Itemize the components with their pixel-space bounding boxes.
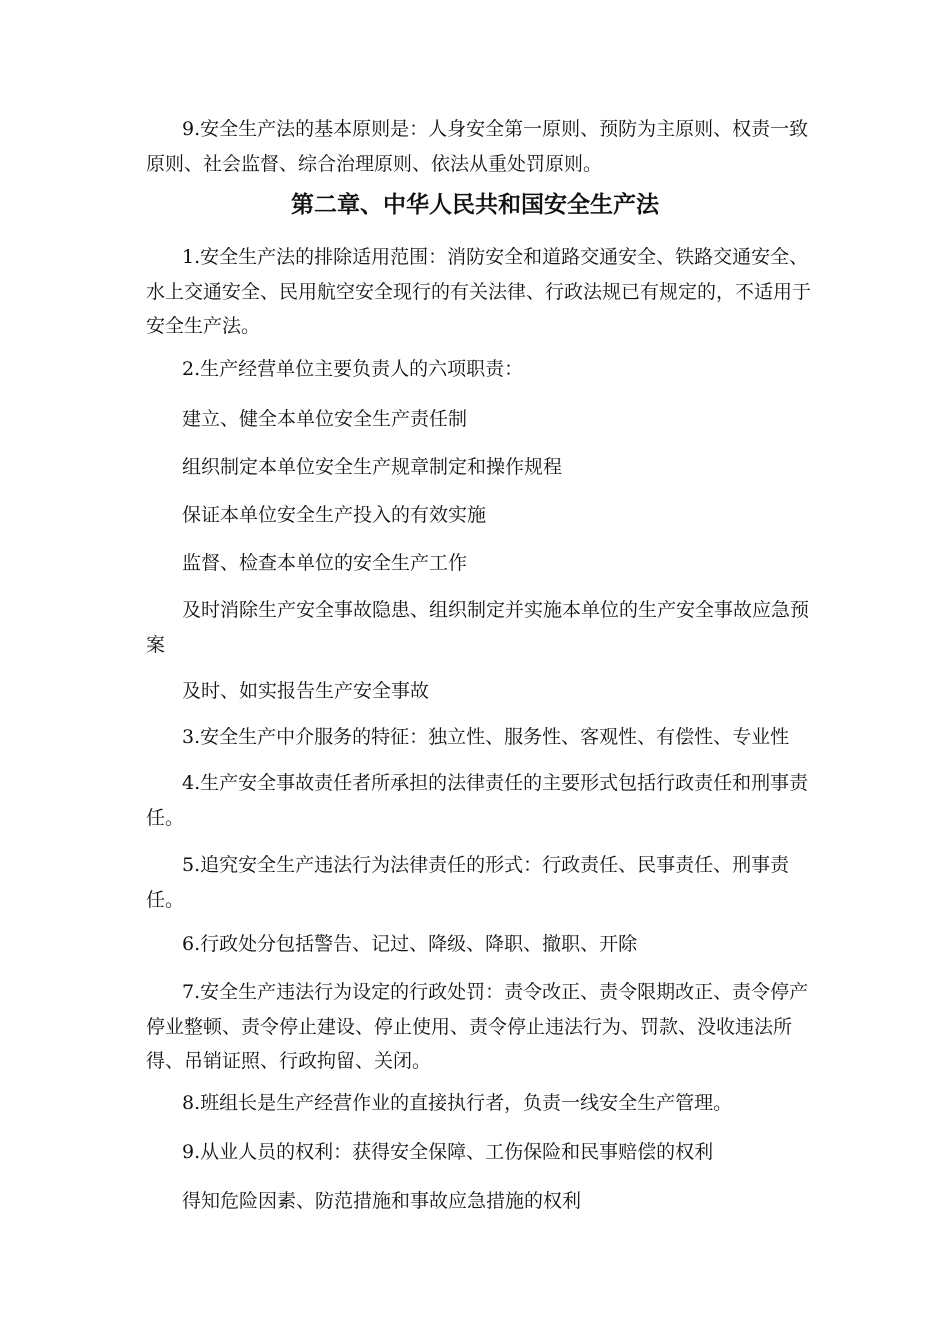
paragraph-exclusion-scope: 1.安全生产法的排除适用范围：消防安全和道路交通安全、铁路交通安全、水上交通安全、民用航空安全现行的有关法律、行政法规已有规定的，不适用于安全生产法。	[146, 246, 812, 337]
right-item-1: 得知危险因素、防范措施和事故应急措施的权利	[182, 1190, 582, 1212]
duty-item-6: 及时、如实报告生产安全事故	[182, 680, 430, 702]
paragraph-legal-liability: 4.生产安全事故责任者所承担的法律责任的主要形式包括行政责任和刑事责任。	[146, 772, 809, 829]
duty-item-4: 监督、检查本单位的安全生产工作	[182, 552, 468, 574]
paragraph-administrative-penalties: 7.安全生产违法行为设定的行政处罚：责令改正、责令限期改正、责令停产停业整顿、责令停止建设、停止使用、责令停止违法行为、罚款、没收违法所得、吊销证照、行政拘留、关闭。	[146, 981, 809, 1072]
chapter-heading: 第二章、中华人民共和国安全生产法	[291, 191, 659, 218]
paragraph-intermediary-features: 3.安全生产中介服务的特征：独立性、服务性、客观性、有偿性、专业性	[182, 726, 790, 748]
paragraph-liability-forms: 5.追究安全生产违法行为法律责任的形式：行政责任、民事责任、刑事责任。	[146, 854, 790, 911]
duty-item-5: 及时消除生产安全事故隐患、组织制定并实施本单位的生产安全事故应急预案	[146, 599, 810, 656]
paragraph-principles: 9.安全生产法的基本原则是：人身安全第一原则、预防为主原则、权责一致原则、社会监督、综合治理原则、依法从重处罚原则。	[146, 118, 809, 175]
paragraph-six-duties: 2.生产经营单位主要负责人的六项职责：	[182, 358, 524, 380]
paragraph-administrative-sanctions: 6.行政处分包括警告、记过、降级、降职、撤职、开除	[182, 933, 638, 955]
duty-item-2: 组织制定本单位安全生产规章制定和操作规程	[182, 456, 563, 478]
duty-item-1: 建立、健全本单位安全生产责任制	[182, 408, 468, 430]
paragraph-worker-rights: 9.从业人员的权利：获得安全保障、工伤保险和民事赔偿的权利	[182, 1141, 714, 1163]
duty-item-3: 保证本单位安全生产投入的有效实施	[182, 504, 487, 526]
paragraph-team-leader: 8.班组长是生产经营作业的直接执行者，负责一线安全生产管理。	[182, 1092, 733, 1114]
